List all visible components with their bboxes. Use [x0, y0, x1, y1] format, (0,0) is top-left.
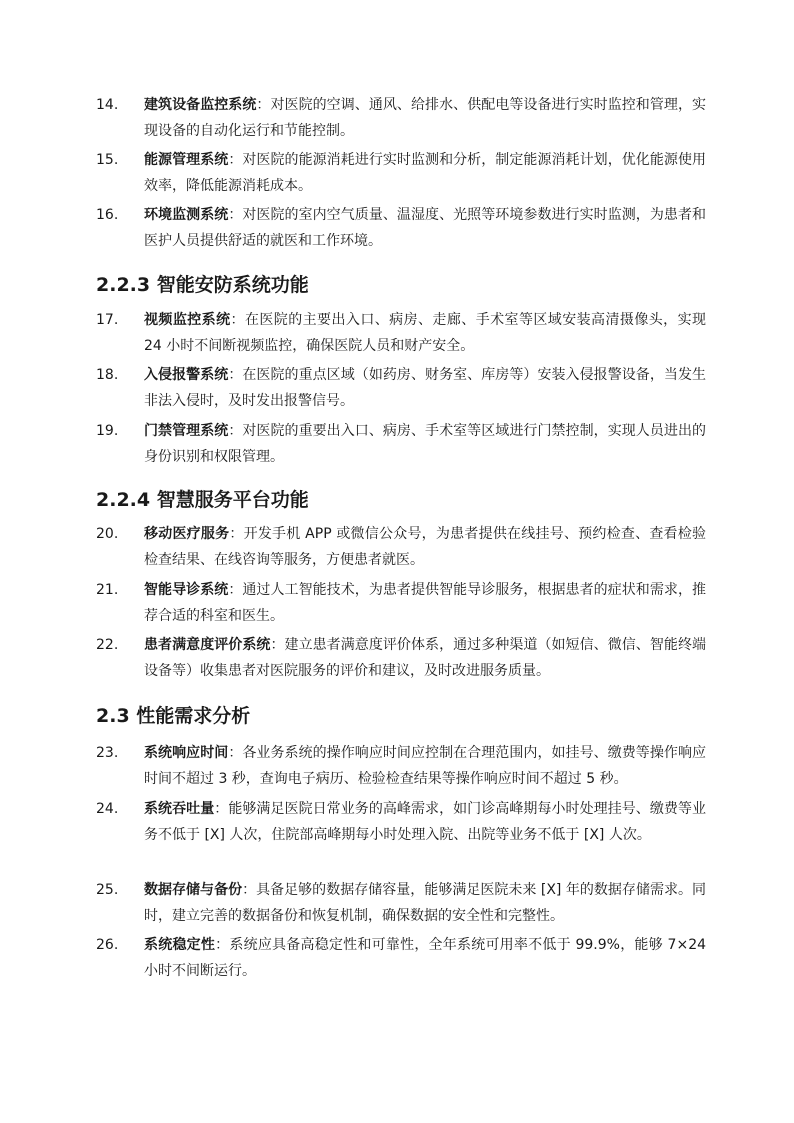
item-number: 20.	[96, 526, 119, 542]
item-text: ：在医院的主要出入口、病房、走廊、手术室等区域安装高清摄像头，实现 24 小时不间断视频监控，确保医院人员和财产安全。	[144, 312, 707, 354]
item-term: 建筑设备监控系统	[144, 97, 257, 113]
list-item	[96, 877, 706, 929]
item-text: ：对医院的重要出入口、病房、手术室等区域进行门禁控制，实现人员进出的身份识别和权限管理。	[144, 423, 707, 465]
item-text: ：各业务系统的操作响应时间应控制在合理范围内，如挂号、缴费等操作响应时间不超过 3 秒，查询电子病历、检验检查结果等操作响应时间不超过 5 秒。	[144, 745, 707, 787]
item-text: ：对医院的空调、通风、给排水、供配电等设备进行实时监控和管理，实现设备的自动化运行和节能控制。	[144, 97, 707, 139]
item-text: ：在医院的重点区域（如药房、财务室、库房等）安装入侵报警设备，当发生非法入侵时，及时发出报警信号。	[144, 367, 707, 409]
item-body	[144, 577, 706, 629]
item-number: 17.	[96, 312, 119, 328]
list-item	[96, 932, 706, 984]
item-term: 系统响应时间	[144, 745, 229, 761]
item-term: 能源管理系统	[144, 152, 229, 168]
item-text: ：开发手机 APP 或微信公众号，为患者提供在线挂号、预约检查、查看检验检查结果、在线咨询等服务，方便患者就医。	[144, 526, 706, 568]
item-body	[144, 92, 706, 144]
item-text: ：通过人工智能技术，为患者提供智能导诊服务，根据患者的症状和需求，推荐合适的科室和医生。	[144, 582, 707, 624]
item-number: 15.	[96, 152, 119, 168]
item-body	[144, 418, 706, 470]
item-text: ：建立患者满意度评价体系，通过多种渠道（如短信、微信、智能终端设备等）收集患者对医院服务的评价和建议，及时改进服务质量。	[144, 637, 707, 679]
item-body	[144, 796, 706, 848]
list-item	[96, 740, 706, 792]
item-body	[144, 202, 706, 254]
item-number: 16.	[96, 207, 119, 223]
item-term: 移动医疗服务	[144, 526, 230, 542]
list-item	[96, 362, 706, 414]
list-item	[96, 577, 706, 629]
item-body	[144, 362, 706, 414]
list-item	[96, 307, 706, 359]
item-term: 患者满意度评价系统	[144, 637, 271, 653]
item-term: 智能导诊系统	[144, 582, 229, 598]
item-term: 系统吞吐量	[144, 801, 215, 817]
item-number: 22.	[96, 637, 119, 653]
item-number: 25.	[96, 882, 119, 898]
item-body	[144, 521, 706, 573]
item-number: 18.	[96, 367, 119, 383]
item-number: 24.	[96, 801, 119, 817]
list-item	[96, 92, 706, 144]
item-text: ：对医院的能源消耗进行实时监测和分析，制定能源消耗计划，优化能源使用效率，降低能源消耗成本。	[144, 152, 707, 194]
item-body	[144, 307, 706, 359]
item-text: ：能够满足医院日常业务的高峰需求，如门诊高峰期每小时处理挂号、缴费等业务不低于 [X] 人次，住院部高峰期每小时处理入院、出院等业务不低于 [X] 人次。	[144, 801, 707, 843]
list-item	[96, 796, 706, 848]
list-item	[96, 418, 706, 470]
item-term: 门禁管理系统	[144, 423, 229, 439]
item-text: ：具备足够的数据存储容量，能够满足医院未来 [X] 年的数据存储需求。同时，建立完善的数据备份和恢复机制，确保数据的安全性和完整性。	[144, 882, 706, 924]
item-term: 环境监测系统	[144, 207, 229, 223]
item-body	[144, 632, 706, 684]
item-term: 数据存储与备份	[144, 882, 243, 898]
list-item	[96, 632, 706, 684]
item-text: ：对医院的室内空气质量、温湿度、光照等环境参数进行实时监测，为患者和医护人员提供舒适的就医和工作环境。	[144, 207, 707, 249]
item-term: 系统稳定性	[144, 937, 216, 953]
list-item	[96, 521, 706, 573]
item-number: 23.	[96, 745, 119, 761]
list-item	[96, 147, 706, 199]
item-number: 21.	[96, 582, 119, 598]
item-number: 26.	[96, 937, 119, 953]
item-number: 14.	[96, 97, 119, 113]
item-body	[144, 147, 706, 199]
section-heading: 2.2.4 智慧服务平台功能	[96, 489, 309, 511]
section-heading: 2.2.3 智能安防系统功能	[96, 274, 309, 296]
list-item	[96, 202, 706, 254]
section-heading: 2.3 性能需求分析	[96, 705, 251, 727]
item-body	[144, 740, 706, 792]
item-body	[144, 877, 706, 929]
item-body	[144, 932, 706, 984]
item-term: 视频监控系统	[144, 312, 231, 328]
item-number: 19.	[96, 423, 119, 439]
item-term: 入侵报警系统	[144, 367, 229, 383]
item-text: ：系统应具备高稳定性和可靠性，全年系统可用率不低于 99.9%，能够 7×24 小时不间断运行。	[144, 937, 707, 979]
